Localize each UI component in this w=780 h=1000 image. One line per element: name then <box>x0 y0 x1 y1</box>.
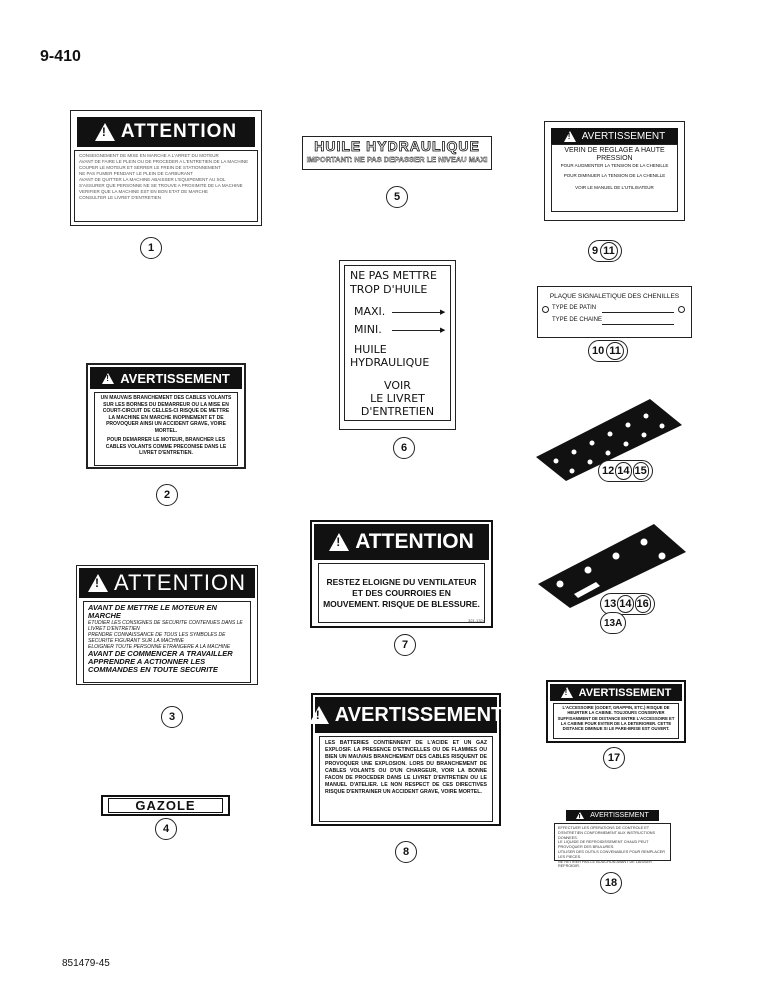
hole <box>641 539 648 546</box>
hole <box>570 469 575 474</box>
maxi-label: MAXI. <box>354 305 386 318</box>
decal-huile-hydraulique-5 <box>302 136 492 170</box>
decal-text-2: POUR DEMARRER LE MOTEUR, BRANCHER LES CABLES VOLANTS COMME PRECONISE DANS LE LIVRET D'ENTRETIEN. <box>105 437 227 456</box>
page-number: 9-410 <box>40 48 81 65</box>
callout-8: 8 <box>395 841 417 863</box>
callout-number: 14 <box>617 595 633 613</box>
decal-title: AVERTISSEMENT <box>581 130 666 142</box>
callout-number: 16 <box>635 595 651 613</box>
hole <box>572 450 577 455</box>
callout-number: 9 <box>592 245 599 257</box>
decal-text: UN MAUVAIS BRANCHEMENT DES CABLES VOLANTS SUR LES BORNES DU DEMARREUR OU LA MISE EN COURT-CIRCUIT DE CELLES-CI RISQUE DE METTRE LA MACHINE EN MARCHE INOPINEMENT ET DE PROVOQUER AINSI UN ACCIDENT GRAVE, VOIRE MORTEL. <box>100 395 232 434</box>
decal-line: NE PAS METTRE <box>350 269 437 282</box>
decal-line: D'ENTRETIEN <box>360 405 435 418</box>
callout-18: 18 <box>600 872 622 894</box>
decal-text: RESTEZ ELOIGNE DU VENTILATEUR ET DES COURROIES EN MOUVEMENT. RISQUE DE BLESSURE. <box>323 576 480 609</box>
decal-line: APPRENDRE A ACTIONNER LES COMMANDES EN TOUTE SECURITE <box>88 657 218 674</box>
decal-code: 321-1324 <box>468 618 485 623</box>
decal-line: POUR AUGMENTER LA TENSION DE LA CHENILLE <box>560 163 669 168</box>
decal-avertissement-9 <box>544 121 685 221</box>
maxi-arrow <box>392 312 444 313</box>
row-label: TYPE DE PATIN <box>552 305 597 311</box>
decal-avertissement-18 <box>554 810 671 867</box>
decal-line: POUR DIMINUER LA TENSION DE LA CHENILLE <box>563 173 666 178</box>
arrow-head-icon: ▶ <box>440 326 446 334</box>
decal-title: ATTENTION <box>120 121 238 142</box>
callout-number: 15 <box>633 462 649 480</box>
callout-number: 13 <box>604 598 617 610</box>
warning-triangle-icon <box>564 131 576 142</box>
warning-triangle-icon <box>95 123 115 141</box>
decal-title: GAZOLE <box>108 798 223 813</box>
document-code: 851479-45 <box>62 958 110 969</box>
decal-line: HYDRAULIQUE <box>350 356 430 369</box>
hole <box>624 442 629 447</box>
decal-title: AVERTISSEMENT <box>334 703 504 726</box>
callout-1: 1 <box>140 237 162 259</box>
warning-triangle-icon <box>561 687 573 698</box>
decal-title: AVERTISSEMENT <box>590 812 649 819</box>
hole <box>590 441 595 446</box>
callout-6: 6 <box>393 437 415 459</box>
hole <box>660 424 665 429</box>
decal-line: VOIR LE MANUEL DE L'UTILISATEUR <box>575 185 654 190</box>
warning-triangle-icon <box>102 373 114 384</box>
arrow-head-icon: ▶ <box>440 308 446 316</box>
decal-title: PLAQUE SIGNALETIQUE DES CHENILLES <box>549 293 680 300</box>
callout-number: 11 <box>606 342 624 360</box>
hole <box>644 414 649 419</box>
decal-line: AVANT DE COMMENCER A TRAVAILLER <box>88 649 233 658</box>
decal-title: HUILE HYDRAULIQUE <box>314 138 480 154</box>
callout-4: 4 <box>155 818 177 840</box>
decal-line: VOIR <box>384 379 411 392</box>
decal-line: TROP D'HUILE <box>350 283 428 296</box>
decal-attention-3 <box>76 565 258 685</box>
hole <box>642 433 647 438</box>
decal-plaque-chenilles-10 <box>537 286 692 338</box>
hole <box>554 459 559 464</box>
decal-title: AVERTISSEMENT <box>578 686 672 699</box>
decal-line: HUILE <box>354 343 387 356</box>
warning-triangle-icon <box>576 812 584 819</box>
rivet-icon <box>542 306 549 313</box>
callout-number: 12 <box>602 465 615 477</box>
decal-attention-1 <box>70 110 262 226</box>
decal-avertissement-8 <box>311 693 504 826</box>
warning-triangle-icon <box>88 574 108 592</box>
rivet-icon <box>678 306 685 313</box>
decal-subtitle: IMPORTANT: NE PAS DEPASSER LE NIVEAU MAXI <box>306 155 488 164</box>
hole <box>613 553 620 560</box>
callout-17: 17 <box>603 747 625 769</box>
callout-number: 14 <box>615 462 631 480</box>
callout-number: 11 <box>600 242 618 260</box>
decal-attention-7 <box>310 520 493 628</box>
decal-line: ELOIGNER TOUTE PERSONNE ETRANGERE A LA MACHINE <box>88 644 231 650</box>
callout-3: 3 <box>161 706 183 728</box>
warning-triangle-icon <box>329 533 349 551</box>
callout-13a: 13A <box>600 612 626 634</box>
decal-line: LE LIVRET <box>370 392 425 405</box>
hole <box>608 432 613 437</box>
decal-title: ATTENTION <box>355 530 474 553</box>
decal-text: EFFECTUER LES OPERATIONS DE CONTROLE ET D'ENTRETIEN CONFORMEMENT AUX INSTRUCTIONS DONNEES. LE LIQUIDE DE REFROIDISSEMENT CHAUD PEUT PROVOQUER DES BRULURES. UTILISER DES OUTILS CONVENABLES POUR REMPLACER LES PIECES. NE RETIRER PAS LE BOUCHON AVANT DE LAISSER REFROIDIR. <box>558 826 665 869</box>
decal-avertissement-17 <box>546 680 686 743</box>
mini-label: MINI. <box>354 323 382 336</box>
decal-line: ETUDIER LES CONSIGNES DE SECURITE CONTENUES DANS LE LIVRET D'ENTRETIEN <box>88 620 243 632</box>
hole <box>585 567 592 574</box>
mini-arrow <box>392 330 444 331</box>
warning-triangle-icon <box>309 706 329 724</box>
decal-text: CONSEIGNEMENT DE MISE EN MARCHE A L'ARRET DU MOTEUR AVANT DE FAIRE LE PLEIN OU DE PROCEDER A L'ENTRETIEN DE LA MACHINE COUPER LE MOTEUR ET SERRER LE FREIN DE STATIONNEMENT NE PAS FUMER PENDANT LE PLEIN DE CARBURANT AVANT DE QUITTER LA MACHINE ABAISSER L'EQUIPEMENT AU SOL S'ASSURER QUE PERSONNE NE SE TROUVE A PROXIMITE DE LA MACHINE VERIFIER QUE LA MACHINE EST EN BON ETAT DE MARCHE CONSULTER LE LIVRET D'ENTRETIEN <box>74 150 258 222</box>
hole <box>606 451 611 456</box>
decal-title: AVERTISSEMENT <box>120 370 230 386</box>
callout-10-11 <box>588 340 628 362</box>
hole <box>659 553 666 560</box>
decal-line: PRENDRE CONNAISSANCE DE TOUS LES SYMBOLES DE SECURITE FIGURANT SUR LA MACHINE <box>88 632 226 644</box>
decal-line: AVANT DE METTRE LE MOTEUR EN MARCHE <box>88 603 217 620</box>
decal-text: LES BATTERIES CONTIENNENT DE L'ACIDE ET UN GAZ EXPLOSIF. LA PRESENCE D'ETINCELLES OU DE FLAMMES OU BIEN UN MAUVAIS BRANCHEMENT DES CABLES RISQUENT DE PROVOQUER UNE EXPLOSION. LORS DU BRANCHEMENT DE CABLES VOLANTS OU D'UN CHARGEUR, VOIR LA BONNE FACON DE PROCEDER DANS LE LIVRET D'ENTRETIEN OU LE MANUEL D'ATELIER. LE NON RESPECT DE CES DIRECTIVES RISQUE D'ENTRAINER UN ACCIDENT GRAVE, VOIRE MORTEL. <box>325 740 487 795</box>
decal-text: L'ACCESSOIRE (GODET, GRAPPIN, ETC.) RISQUE DE HEURTER LA CABINE. TOUJOURS CONSERVER SUFFISAMMENT DE DISTANCE ENTRE L'ACCESSOIRE ET LA CABINE POUR EVITER DE LA DETERIORER. CETTE DISTANCE DIMINUE SI LE PARE-BRISE EST OUVERT. <box>557 705 675 732</box>
hole <box>626 423 631 428</box>
callout-12-14-15 <box>598 460 653 482</box>
decal-line: VERIN DE REGLAGE A HAUTE PRESSION <box>564 147 665 162</box>
hole <box>588 460 593 465</box>
decal-gazole-4 <box>101 795 230 816</box>
callout-number: 10 <box>592 345 605 357</box>
decal-niveau-huile-6 <box>339 260 456 430</box>
callout-7: 7 <box>394 634 416 656</box>
callout-9-11 <box>588 240 622 262</box>
row-label: TYPE DE CHAINE <box>552 317 603 323</box>
decal-avertissement-2 <box>86 363 246 469</box>
hole <box>557 581 564 588</box>
decal-title: ATTENTION <box>113 570 247 595</box>
callout-5: 5 <box>386 186 408 208</box>
callout-2: 2 <box>156 484 178 506</box>
